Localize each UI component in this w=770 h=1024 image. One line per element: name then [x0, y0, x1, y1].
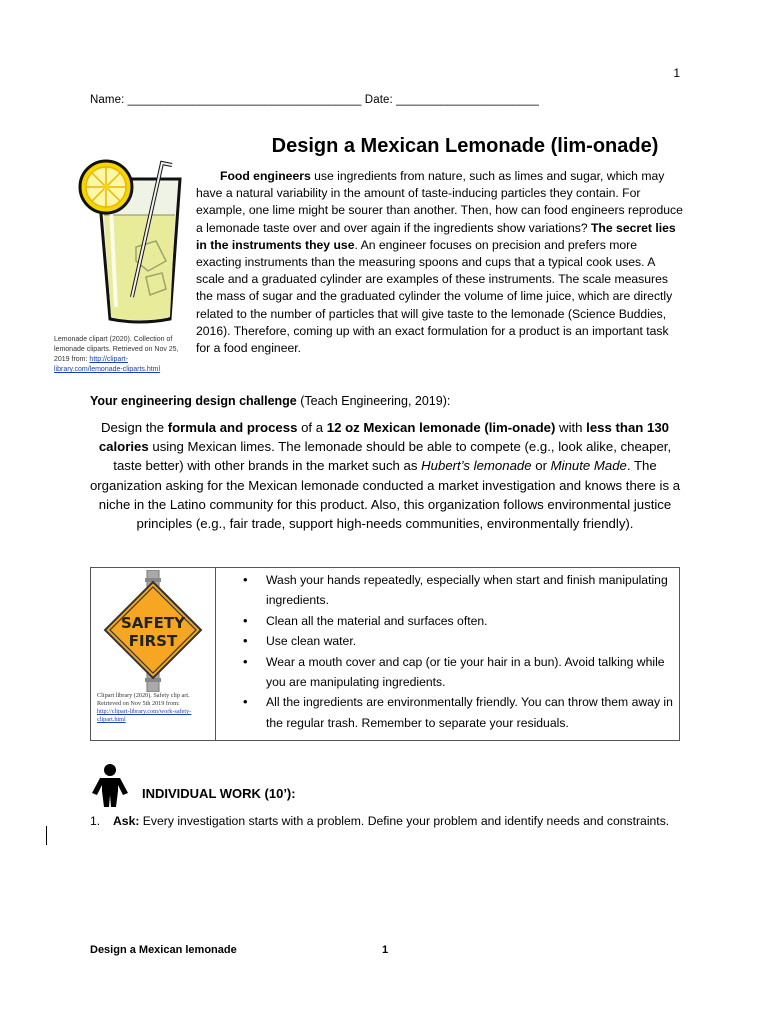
person-icon	[88, 763, 132, 807]
footer-title: Design a Mexican lemonade	[90, 944, 237, 956]
safety-sign-line2: FIRST	[128, 632, 178, 650]
challenge-paragraph: Design the formula and process of a 12 oz Mexican lemonade (lim-onade) with less than 130 calories using Mexican limes. The lemonade should be able to compete (e.g., look alike, cheaper, taste better) with other brands in the market such as Hubert’s lemonade or Minute Made. The organization asking for the Mexican lemonade conducted a market investigation and knows there is a niche in the Latino community for this product. Also, this organization follows environmental justice principles (e.g., fair trade, support high-needs communities, environmentally friendly).	[89, 420, 681, 532]
safety-table	[90, 567, 680, 741]
lemonade-source-link[interactable]: http://clipart-library.com/lemonade-cliparts.html	[54, 356, 161, 373]
list-item: • Clean all the material and surfaces often.	[266, 611, 678, 631]
list-item: • Wash your hands repeatedly, especially when start and finish manipulating ingredients.	[266, 570, 678, 611]
list-item: • Wear a mouth cover and cap (or tie your hair in a bun). Avoid talking while you are manipulating ingredients.	[266, 652, 678, 693]
text-cursor	[46, 826, 47, 845]
safety-image-caption: Clipart library (2020). Safety clip art. Retrieved on Nov 5th 2019 from: http://clipart-library.com/work-safety-clipart.html	[97, 692, 192, 723]
ask-item: 1. Ask: Every investigation starts with a problem. Define your problem and identify needs and constraints.	[90, 814, 670, 828]
challenge-heading: Your engineering design challenge (Teach Engineering, 2019):	[90, 394, 451, 408]
safety-rules-list	[216, 570, 678, 733]
lemonade-image-caption: Lemonade clipart (2020). Collection of lemonade cliparts. Retrieved on Nov 25, 2019 from: http://clipart-library.com/lemonade-cliparts.html	[54, 336, 179, 373]
footer-page-number: 1	[382, 944, 389, 956]
page-number-top: 1	[673, 66, 680, 80]
safety-source-link[interactable]: http://clipart-library.com/work-safety-clipart.html	[97, 708, 192, 723]
safety-first-sign-icon	[97, 570, 209, 692]
intro-paragraph: Food engineers use ingredients from nature, such as limes and sugar, which may have a natural variability in the amount of taste-inducing particles they contain. For example, one lime might be sourer than another. Then, how can food engineers reproduce a lemonade taste over and over again if the ingredients show variations? The secret lies in the instruments they use. An engineer focuses on precision and prefers more exacting instruments than the measuring spoons and cups that a typical cook uses. A scale and a graduated cylinder are examples of these instruments. The scale measures the mass of sugar and the graduated cylinder the volume of lime juice, which are directly related to the number of particles that will give taste to the lemonade (Science Buddies, 2016). Therefore, coming up with an exact formulation for a product is an important task for a food engineer.	[196, 169, 683, 356]
safety-sign-line1: SAFETY	[121, 614, 185, 632]
list-item: • Use clean water.	[266, 631, 678, 651]
safety-image-cell	[91, 568, 216, 740]
name-date-line[interactable]: Name: ____________________________________ Date: ______________________	[90, 94, 539, 106]
page-title: Design a Mexican Lemonade (lim-onade)	[271, 135, 659, 157]
list-item: • All the ingredients are environmentally friendly. You can throw them away in the regular trash. Remember to separate your residuals.	[266, 692, 678, 733]
individual-work-heading: INDIVIDUAL WORK (10’):	[142, 786, 296, 801]
lemonade-glass-image	[76, 157, 188, 325]
safety-rules-cell	[216, 568, 678, 740]
